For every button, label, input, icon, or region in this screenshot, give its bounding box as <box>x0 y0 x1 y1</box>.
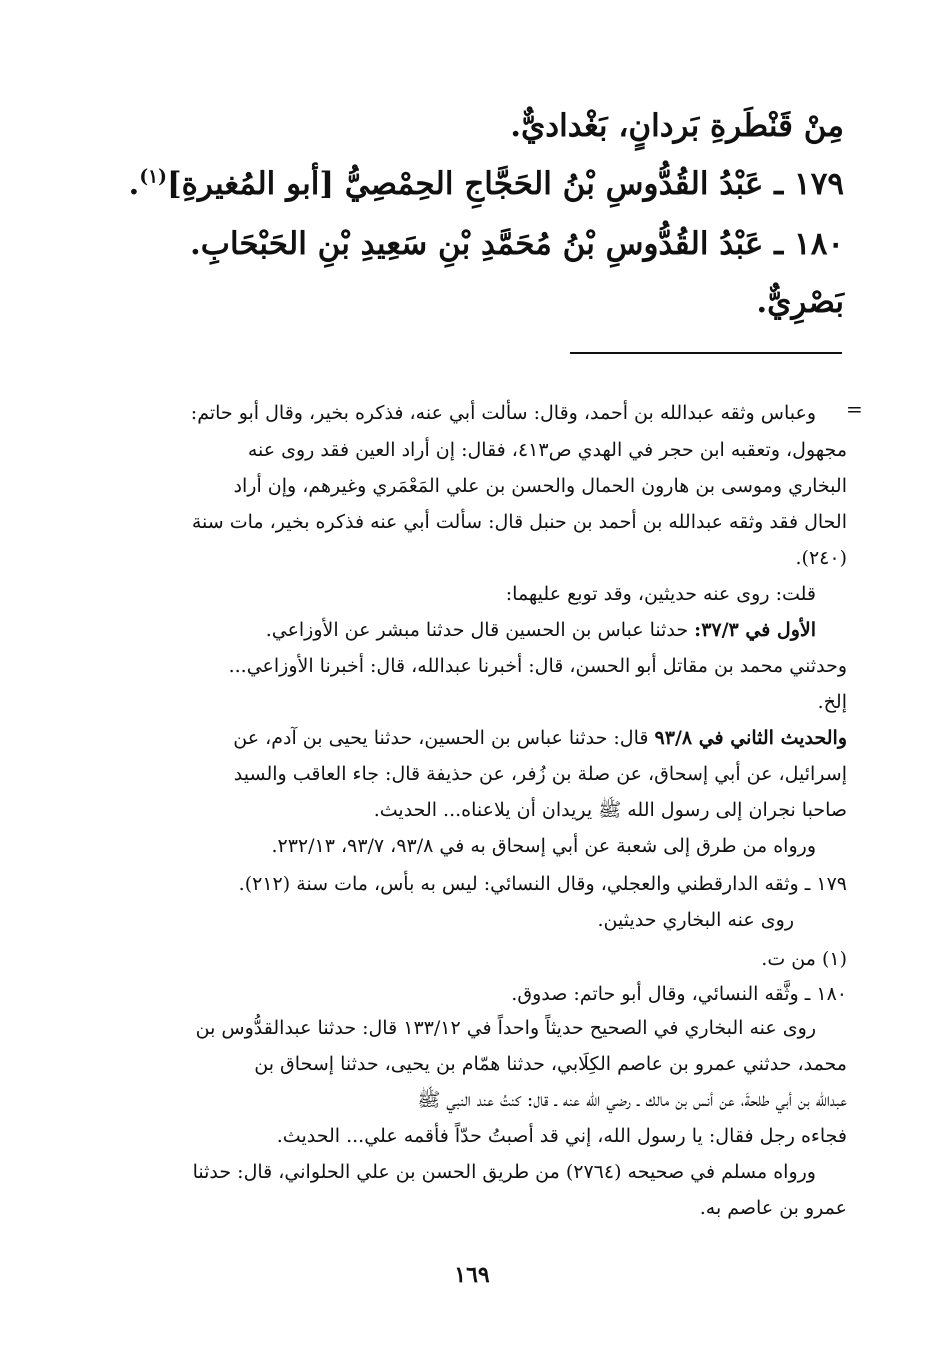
footnote-line: ورواه من طرق إلى شعبة عن أبي إسحاق به في ٩٣/٨، ٩٣/٧، ٢٣٢/١٣. <box>271 835 816 857</box>
footnote-line: (٢٤٠). <box>795 547 847 569</box>
footnote-bold-lead: الأول في ٣٧/٣: <box>694 619 816 641</box>
footnote-bold-lead: والحديث الثاني في ٩٣/٨ <box>654 727 847 749</box>
footnote-line: ورواه مسلم في صحيحه (٢٧٦٤) من طريق الحسن بن علي الحلواني، قال: حدثنا <box>192 1161 816 1183</box>
entry-179-end: . <box>128 166 140 202</box>
footnote-line: وحدثني محمد بن مقاتل أبو الحسن، قال: أخبرنا عبدالله، قال: أخبرنا الأوزاعي... <box>228 655 847 677</box>
footnote-line: عبدالله بن أبي طلحةَ، عن أنس بن مالك ـ رضي الله عنه ـ قال: كنتُ عند النبي ﷺ <box>417 1089 847 1111</box>
footnote-line: صاحبا نجران إلى رسول الله ﷺ يريدان أن يلاعناه... الحديث. <box>373 799 847 821</box>
footnote-line: قلت: روى عنه حديثين، وقد توبع عليهما: <box>505 583 816 605</box>
page-number: ١٦٩ <box>454 1262 490 1288</box>
entry-179 <box>129 166 844 202</box>
footnote-separator <box>570 352 842 354</box>
entry-179-number: ١٧٩ ـ <box>774 166 844 202</box>
entry-180-text: عَبْدُ القُدُّوسِ بْنُ مُحَمَّدِ بْنِ سَعِيدِ بْنِ الحَبْحَابِ. <box>189 226 764 262</box>
footnote-line <box>233 724 847 752</box>
footnote-text: قال: حدثنا عباس بن الحسين، حدثنا يحيى بن آدم، عن <box>233 727 655 749</box>
entry-180 <box>190 226 844 262</box>
footnote-line <box>266 616 816 644</box>
footnote-line: البخاري وموسى بن هارون الحمال والحسن بن علي المَعْمَري وغيرهم، وإن أراد <box>233 475 847 497</box>
footnote-line: ١٧٩ ـ وثقه الدارقطني والعجلي، وقال النسائي: ليس به بأس، مات سنة (٢١٢). <box>238 873 847 895</box>
footnote-line: إلخ. <box>817 691 847 713</box>
footnote-line: عمرو بن عاصم به. <box>699 1197 847 1219</box>
main-line-1: مِنْ قَنْطَرةِ بَردانٍ، بَغْداديٌّ. <box>510 108 844 144</box>
entry-179-text: عَبْدُ القُدُّوسِ بْنُ الحَجَّاجِ الحِمْصِيُّ [أبو المُغيرةِ] <box>166 166 764 202</box>
footnote-line: (١) من ت. <box>761 948 847 970</box>
continuation-mark: = <box>846 397 863 421</box>
footnote-line: روى عنه البخاري حديثين. <box>597 909 794 931</box>
footnote-line: وعباس وثقه عبدالله بن أحمد، وقال: سألت أبي عنه، فذكره بخير، وقال أبو حاتم: <box>190 402 816 424</box>
footnote-line: ١٨٠ ـ وثَّقه النسائي، وقال أبو حاتم: صدوق. <box>511 983 847 1005</box>
footnote-line: محمد، حدثني عمرو بن عاصم الكِلَابي، حدثنا همّام بن يحيى، حدثنا إسحاق بن <box>254 1053 847 1075</box>
footnote-line: روى عنه البخاري في الصحيح حديثاً واحداً في ١٣٣/١٢ قال: حدثنا عبدالقدُّوس بن <box>195 1017 816 1039</box>
entry-180-number: ١٨٠ ـ <box>774 226 844 262</box>
entry-180-line-2: بَصْرِيٌّ. <box>756 284 844 320</box>
footnote-line: إسرائيل، عن أبي إسحاق، عن صلة بن زُفر، عن حذيفة قال: جاء العاقب والسيد <box>233 763 847 785</box>
footnote-line: فجاءه رجل فقال: يا رسول الله، إني قد أصبتُ حدّاً فأقمه علي... الحديث. <box>276 1125 847 1147</box>
footnote-line: الحال فقد وثقه عبدالله بن أحمد بن حنبل قال: سألت أبي عنه فذكره بخير، مات سنة <box>191 511 847 533</box>
entry-179-footnote-ref: (١) <box>139 166 167 188</box>
footnote-line: مجهول، وتعقبه ابن حجر في الهدي ص٤١٣، فقال: إن أراد العين فقد روى عنه <box>247 439 847 461</box>
footnote-text: حدثنا عباس بن الحسين قال حدثنا مبشر عن الأوزاعي. <box>265 619 695 641</box>
